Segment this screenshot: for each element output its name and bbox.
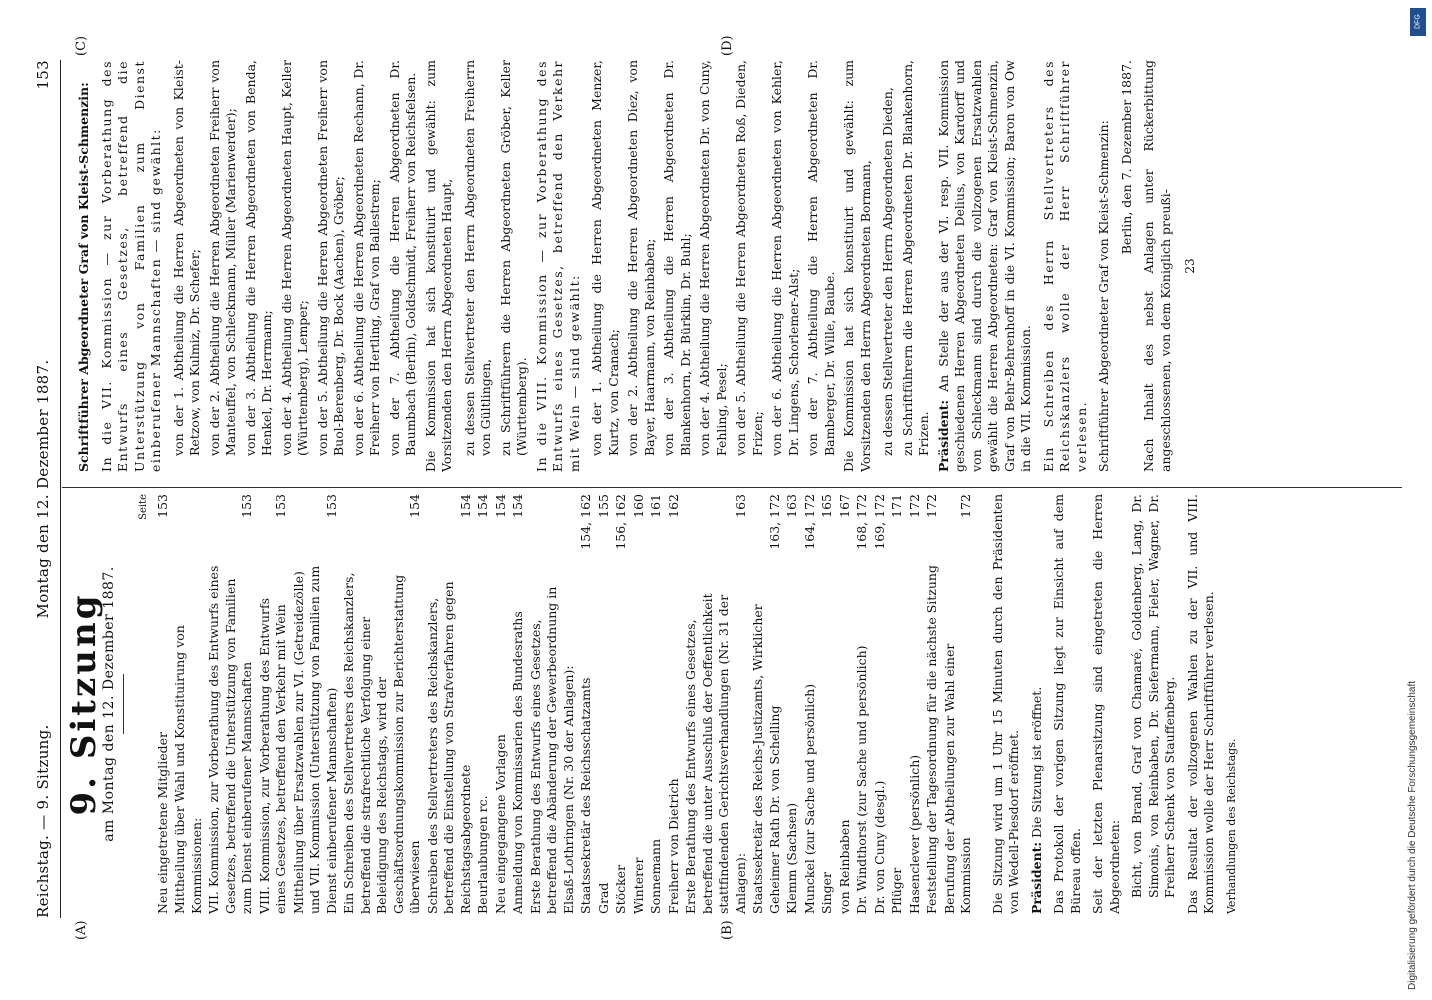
toc-entry-page: 153: [273, 494, 288, 518]
toc-entry-page: 154: [457, 494, 473, 518]
toc-entry-title: Freiherr von Dietrich: [665, 778, 681, 914]
table-of-contents: [136, 494, 975, 914]
toc-row: [666, 494, 683, 914]
toc-entry-page: 163: [784, 494, 799, 518]
toc-entry-title: Erste Berathung des Entwurfs eines Gesetzes, betreffend die Abänderung der Gewerbeordnung in Elsaß-Lothringen (Nr. 30 der Anlagen):: [527, 586, 576, 914]
toc-row: [784, 494, 801, 914]
toc-entry-title: VIII. Kommission, zur Vorberathung des Entwurfs eines Gesetzes, betreffend den Verkehr mit Wein: [256, 597, 288, 914]
result-paragraph: Das Resultat der vollzogenen Wahlen zu der VII. und VIII. Kommission wolle der Herr Schriftführer verlesen.: [1184, 494, 1216, 914]
toc-entry-page: 156, 162: [613, 494, 628, 550]
toc-entry-page: 167: [836, 494, 852, 518]
member-list-item: von der 2. Abtheilung die Herren Abgeordneten Freiherr von Manteuffel, von Schleckmann, Müller (Marienwerder);: [206, 60, 238, 456]
member-list-item: von der 4. Abtheilung die Herren Abgeordneten Haupt, Keller (Württemberg), Lemper;: [278, 60, 310, 456]
member-list-item: zu dessen Stellvertreter den Herrn Abgeordneten Freiherrn von Gültlingen,: [461, 60, 493, 456]
toc-entry-page: 154: [475, 494, 490, 518]
margin-marker-d: (D): [720, 35, 735, 56]
toc-entry-title: von Reinbaben: [836, 819, 852, 914]
margin-marker-c: (C): [74, 35, 89, 56]
toc-entry-title: Berufung der Abtheilungen zur Wahl einer Kommission: [941, 643, 973, 914]
toc-row: [750, 494, 783, 914]
toc-entry-page: 155: [595, 494, 611, 518]
letter-request: Ein Schreiben des Herrn Stellvertreters des Reichskanzlers wolle der Herr Schriftführer verlesen.: [1040, 60, 1089, 472]
toc-row: [819, 494, 836, 914]
toc-row: [907, 494, 924, 914]
toc-entry-title: Staatssekretär des Reichsschatzamts: [578, 677, 593, 914]
member-list-item: von der 5. Abtheilung die Herren Abgeordneten Freiherr von Buol-Berenberg, Dr. Bock (Aachen), Gröber;: [314, 60, 346, 456]
toc-row: [924, 494, 941, 914]
toc-entry-page: 169, 172: [871, 494, 887, 550]
member-list-item: zu Schriftführern die Herren Abgeordneten Gröber, Keller (Württemberg).: [497, 60, 529, 456]
commission-viii-constitution: Die Kommission hat sich konstituirt und gewählt: zum Vorsitzenden den Herrn Abgeordneten Bormann,: [841, 60, 873, 472]
toc-entry-title: Singer: [819, 872, 834, 914]
commission-vii-paragraph: In die VII. Kommission — zur Vorberathung des Entwurfs eines Gesetzes, betreffend die Unterstützung von Familien zum Dienst einberufener Mannschaften — sind gewählt:: [98, 60, 163, 472]
new-members-intro: Seit der letzten Plenarsitzung sind eingetreten die Herren Abgeordneten:: [1090, 494, 1122, 914]
toc-row: [802, 494, 819, 914]
toc-row: [206, 494, 256, 914]
opening-paragraph: Die Sitzung wird um 1 Uhr 15 Minuten durch den Präsidenten von Wedell-Piesdorf eröffnet.: [989, 494, 1021, 914]
speaker-label-2: Präsident:: [935, 399, 951, 472]
toc-entry-title: Neu eingetretene Mitglieder: [154, 731, 170, 914]
page-header: [34, 60, 58, 918]
toc-entry-title: Anmeldung von Kommissarien des Bundesraths: [510, 611, 525, 914]
commission-viii-paragraph: In die VIII. Kommission — zur Vorberathung des Entwurfs eines Gesetzes, betreffend den Verkehr mit Wein — sind gewählt:: [533, 60, 582, 472]
member-list-item: von der 1. Abtheilung die Herren Abgeordneten Menzer, Kurtz, von Cranach;: [589, 60, 621, 456]
toc-row: [837, 494, 854, 914]
member-list-item: von der 1. Abtheilung die Herren Abgeordneten von Kleist-Retzow, von Kulmiz, Dr. Schefer;: [170, 60, 202, 456]
toc-entry-title: Munckel (zur Sache und persönlich): [801, 683, 817, 914]
toc-entry-page: 172: [958, 494, 973, 518]
title-rule: [123, 674, 124, 734]
commission-viii-officers: [880, 60, 933, 472]
toc-entry-page: 163, 172: [766, 494, 782, 550]
toc-entry-page: 172: [924, 494, 939, 518]
toc-entry-page: 154: [510, 494, 525, 518]
column-divider: [62, 487, 1402, 488]
toc-entry-title: Beurlaubungen rc.: [475, 795, 490, 914]
toc-row: [889, 494, 906, 914]
commission-vii-officers: [462, 60, 531, 472]
member-list-item: von der 6. Abtheilung die Herren Abgeordneten von Kehler, Dr. Lingens, Schorlemer-Alst;: [769, 60, 801, 456]
session-date: am Montag den 12. Dezember 1887.: [100, 566, 117, 842]
minutes-paragraph: Das Protokoll der vorigen Sitzung liegt zur Einsicht auf dem Büreau offen.: [1051, 494, 1083, 914]
toc-entry-page: 160: [630, 494, 646, 518]
letter-dateline: Berlin, den 7. Dezember 1887.: [1118, 60, 1134, 255]
toc-entry-page: 162: [665, 494, 681, 518]
toc-entry-page: 161: [648, 494, 663, 518]
member-list-item: von der 3. Abtheilung die Herren Abgeordneten von Benda, Henkel, Dr. Herrmann;: [242, 60, 274, 456]
member-list-item: zu Schriftführern die Herren Abgeordneten Dr. Blankenhorn, Frizen.: [899, 60, 931, 456]
toc-entry-page: 165: [819, 494, 834, 518]
toc-row: [683, 494, 749, 914]
president-statement-2: [936, 60, 1035, 472]
toc-entry-title: Pflüger: [889, 867, 904, 914]
toc-entry-title: Winterer: [630, 857, 646, 914]
letter-body: Nach Inhalt des nebst Anlagen unter Rückerbittung angeschlossenen, von dem Königlich preußi-: [1141, 60, 1173, 472]
speaker-label: Präsident:: [1028, 841, 1044, 914]
margin-marker-a: (A): [74, 920, 89, 940]
toc-row: [291, 494, 341, 914]
toc-entry-title: Schreiben des Stellvertreters des Reichskanzlers, betreffend die Einstellung von Strafverfahren gegen Reichstagsabgeordnete: [424, 581, 473, 914]
toc-row: [631, 494, 648, 914]
toc-entry-title: Mittheilung über Wahl und Konstituirung von Kommissionen:: [172, 625, 204, 914]
member-list-item: zu dessen Stellvertreter den Herrn Abgeordneten Dieden,: [880, 87, 895, 456]
toc-entry-page: 154: [407, 494, 422, 518]
dfg-logo: DFG: [1410, 8, 1426, 36]
toc-entry-title: Stöcker: [613, 864, 628, 914]
toc-row: [596, 494, 613, 914]
speaker-line: Schriftführer Abgeordneter Graf von Kleist-Schmenzin:: [76, 82, 91, 472]
toc-row: [613, 494, 630, 914]
toc-entry-title: Dr. Windthorst (zur Sache und persönlich): [854, 645, 869, 914]
toc-entry-title: Grad: [595, 882, 611, 914]
member-list-item: von der 6. Abtheilung die Herren Abgeordneten Rechann, Dr. Freiherr von Hertling, Graf von Ballestrem;: [350, 60, 382, 456]
digitization-credit: Digitalisierung gefördert durch die Deutsche Forschungsgemeinschaft: [1407, 680, 1418, 990]
toc-row: [425, 494, 475, 914]
toc-entry-page: 172: [906, 494, 922, 518]
toc-page-heading: Seite: [138, 494, 149, 520]
toc-entry-page: 153: [239, 494, 254, 518]
toc-row: [475, 494, 492, 914]
toc-row: [854, 494, 871, 914]
member-list-item: von der 5. Abtheilung die Herren Abgeordneten Roß, Dieden, Frizen;: [733, 60, 765, 456]
member-list-item: von der 7. Abtheilung die Herren Abgeordneten Dr. Baumbach (Berlin), Goldschmidt, Freiherr von Reichsfelsen.: [386, 60, 418, 456]
header-center: Montag den 12. Dezember 1887.: [34, 359, 52, 619]
toc-entry-page: 164, 172: [801, 494, 817, 550]
toc-row: [510, 494, 527, 914]
toc-row: [341, 494, 424, 914]
member-list-item: von der 7. Abtheilung die Herren Abgeordneten Dr. Bamberger, Dr. Wille, Baube.: [805, 60, 837, 456]
commission-viii-members: [589, 60, 838, 472]
member-list-item: von der 3. Abtheilung die Herren Abgeordneten Dr. Blankenhorn, Dr. Bürklin, Dr. Buhl;: [661, 60, 693, 456]
president-statement: [1029, 494, 1046, 914]
toc-entry-title: Erste Berathung des Entwurfs eines Gesetzes, betreffend die unter Ausschluß der Oeffentlichkeit stattfindenden Gerichtsverhandlungen (Nr. 31 der Anlagen):: [683, 593, 748, 914]
toc-entry-title: Neu eingegangene Vorlagen: [492, 734, 508, 914]
toc-row: [528, 494, 578, 914]
header-rule: [60, 60, 61, 918]
replacement-elections-text: An Stelle der aus der VI. resp. VII. Kommission geschiedenen Herren Abgeordneten Delius, von Kardorff und von Schleckmann sind durch die vollzogenen Ersatzwahlen gewählt die Herren Abgeordneten: Graf von Kleist-Schmenzin, Graf von Behr-Behrenhoff in die VI. Kommission; Baron von Ow in die VII. Kommission.: [935, 60, 1033, 472]
sheet-number: 23: [1183, 258, 1197, 274]
toc-entry-title: Mittheilung über Ersatzwahlen zur VI. (Getreidezölle) und VII. Kommission (Unterstützung von Familien zum Dienst einberufener Mannschaften): [290, 565, 339, 914]
toc-entry-page: 154, 162: [578, 494, 593, 550]
toc-entry-title: Sonnemann: [648, 839, 663, 914]
toc-row: [155, 494, 172, 914]
toc-entry-page: 168, 172: [854, 494, 869, 550]
toc-row: [172, 494, 205, 914]
toc-entry-page: 171: [889, 494, 904, 518]
member-list-item: von der 2. Abtheilung die Herren Abgeordneten Diez, von Bayer, Haarmann, von Reinbaben;: [625, 60, 657, 456]
left-column: [64, 494, 1246, 914]
toc-entry-title: Feststellung der Tagesordnung für die nächste Sitzung: [924, 565, 939, 914]
toc-entry-title: Staatssekretär des Reichs-Justizamts, Wirklicher Geheimer Rath Dr. von Schelling: [750, 604, 782, 914]
toc-entry-title: Klemm (Sachsen): [784, 802, 799, 914]
margin-marker-b: (B): [720, 920, 735, 940]
toc-entry-page: 154: [492, 494, 508, 518]
toc-row: [257, 494, 290, 914]
commission-vii-members: [171, 60, 420, 472]
toc-row: [578, 494, 595, 914]
member-list-item: von der 4. Abtheilung die Herren Abgeordneten Dr. von Cuny, Fehling, Pesel;: [697, 60, 729, 456]
toc-entry-title: Dr. von Cuny (desgl.): [871, 780, 887, 914]
toc-entry-page: 153: [154, 494, 170, 518]
toc-entry-page: 163: [732, 494, 748, 518]
toc-entry-page: 153: [323, 494, 339, 518]
footer-note: Verhandlungen des Reichstags.: [1224, 738, 1238, 914]
page-number: 153: [34, 60, 52, 90]
toc-row: [942, 494, 975, 914]
header-left: Reichstag. — 9. Sitzung.: [34, 724, 52, 918]
toc-row: [493, 494, 510, 914]
toc-row: [648, 494, 665, 914]
toc-entry-title: Hasenclever (persönlich): [906, 754, 922, 914]
right-column: [76, 60, 1199, 472]
commission-vii-constitution: Die Kommission hat sich konstituirt und gewählt: zum Vorsitzenden den Herrn Abgeordneten Haupt,: [422, 60, 454, 472]
toc-row: [872, 494, 889, 914]
toc-entry-title: Ein Schreiben des Stellvertreters des Reichskanzlers, betreffend die strafrechtliche Verfolgung einer Beleidigung des Reichstags, wird der Geschäftsordnungskommission zur Berichterstattung überwiesen: [341, 572, 422, 914]
speaker-line-2: Schriftführer Abgeordneter Graf von Kleist-Schmenzin:: [1096, 120, 1111, 472]
new-members-list: Bicht, von Brand, Graf von Chamaré, Goldenberg, Lang, Dr. Simonis, von Reinbaben, Dr. Siefermann, Fieler, Wagner, Dr. Freiherr Schenk von Stauffenberg.: [1129, 494, 1177, 898]
toc-entry-title: VII. Kommission, zur Vorberathung des Entwurfs eines Gesetzes, betreffend die Unterstützung von Familien zum Dienst einberufener Mannschaften: [206, 565, 254, 914]
statement-text: Die Sitzung ist eröffnet.: [1028, 686, 1044, 838]
session-title: 9. Sitzung: [64, 592, 104, 816]
